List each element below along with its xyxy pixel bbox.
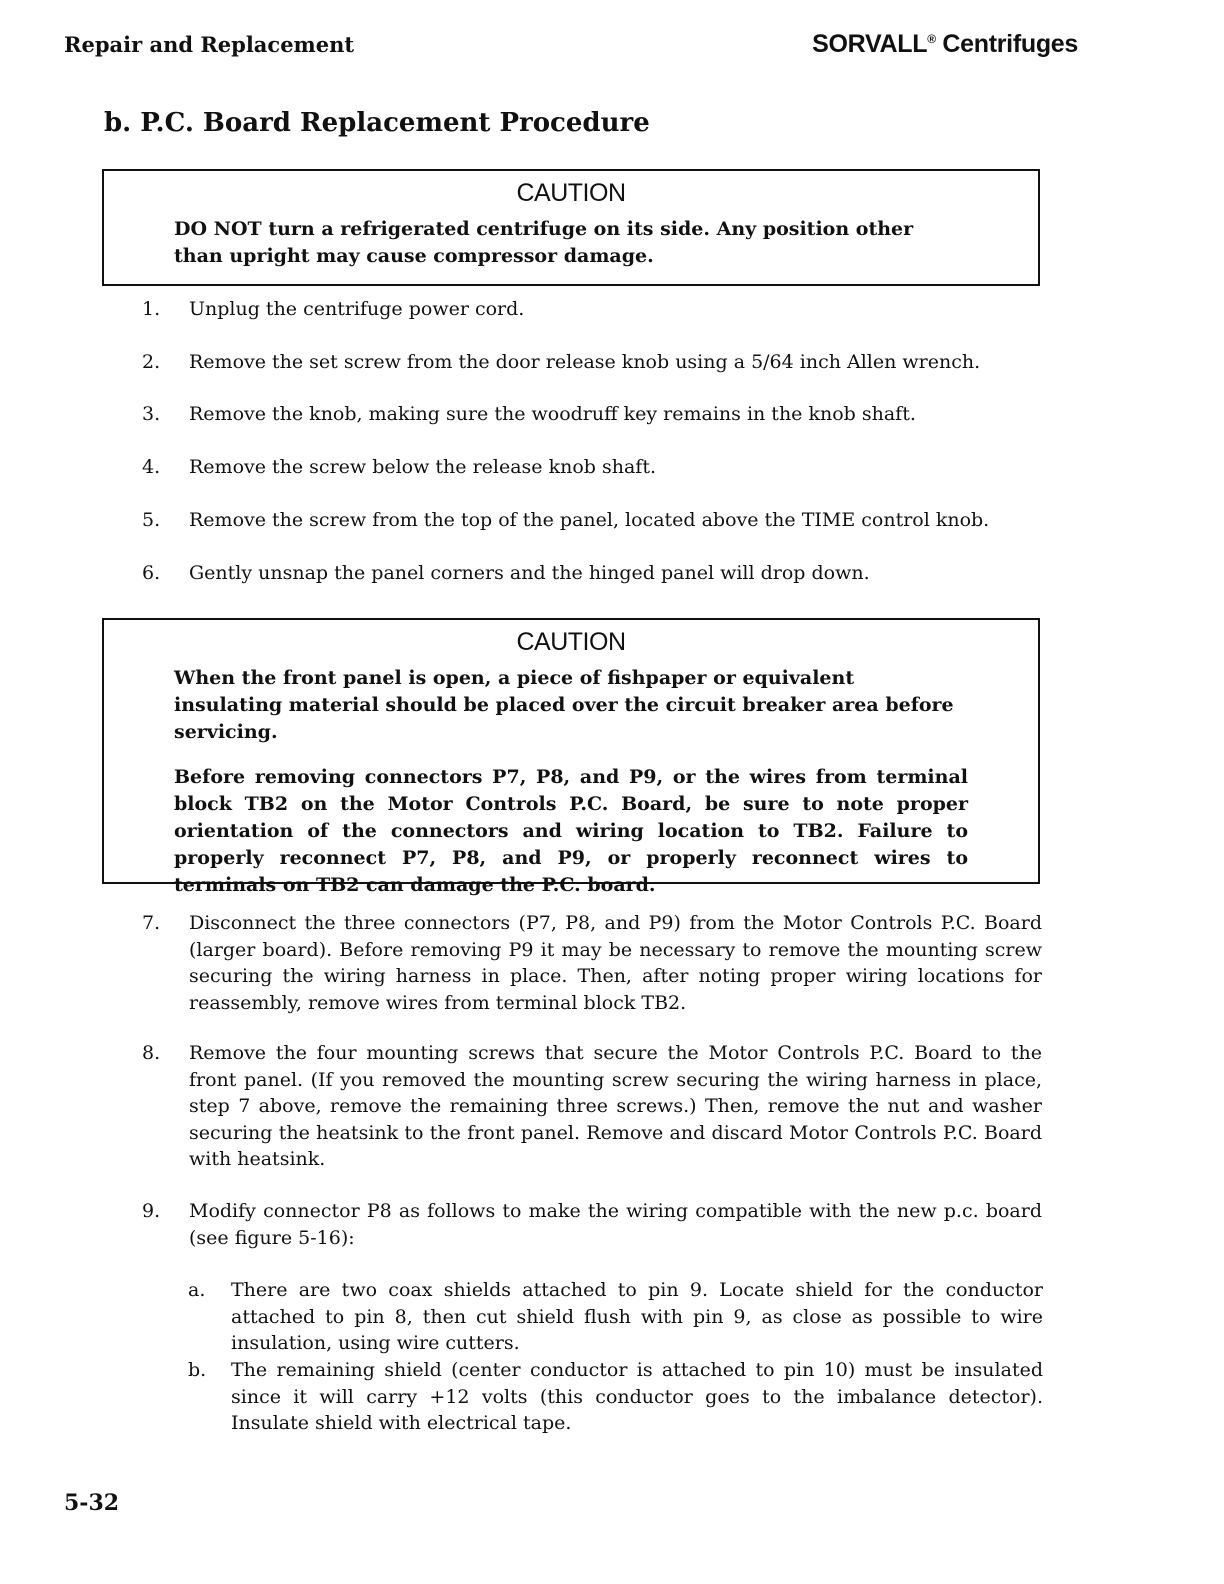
step-7 xyxy=(142,910,1042,1016)
caution-text-connectors: Before removing connectors P7, P8, and P9, or the wires from terminal block TB2 on the Motor Controls P.C. Board, be sure to note proper orientation of the connectors and wiring location to TB2. Failure to properly reconnect P7, P8, and P9, or properly reconnect wires to terminals on TB2 can damage the P.C. board. xyxy=(174,766,968,896)
step-text: Unplug the centrifuge power cord. xyxy=(189,298,525,320)
step-text: Remove the knob, making sure the woodruff key remains in the knob shaft. xyxy=(189,403,916,425)
step-text: Remove the set screw from the door release knob using a 5/64 inch Allen wrench. xyxy=(189,351,981,373)
step-8 xyxy=(142,1040,1042,1173)
step-text: Remove the screw below the release knob shaft. xyxy=(189,456,657,478)
substep-a xyxy=(188,1277,1043,1357)
step-2 xyxy=(142,349,1042,376)
substep-letter: b. xyxy=(188,1359,207,1381)
step-number: 4. xyxy=(142,456,161,478)
step-number: 8. xyxy=(142,1042,161,1064)
step-5 xyxy=(142,507,1042,534)
caution-box-1 xyxy=(102,169,1040,286)
step-number: 9. xyxy=(142,1200,161,1222)
step-9 xyxy=(142,1198,1042,1251)
running-header-product xyxy=(812,30,1078,59)
caution-text: DO NOT turn a refrigerated centrifuge on its side. Any position other than upright may cause compressor damage. xyxy=(174,218,914,267)
section-title: b. P.C. Board Replacement Procedure xyxy=(104,108,650,138)
step-text: Modify connector P8 as follows to make the wiring compatible with the new p.c. board (see figure 5-16): xyxy=(189,1200,1042,1249)
step-number: 6. xyxy=(142,562,161,584)
step-text: Remove the four mounting screws that secure the Motor Controls P.C. Board to the front panel. (If you removed the mounting screw securing the wiring harness in place, step 7 above, remove the remaining three screws.) Then, remove the nut and washer securing the heatsink to the front panel. Remove and discard Motor Controls P.C. Board with heatsink. xyxy=(189,1042,1042,1170)
substep-letter: a. xyxy=(188,1279,206,1301)
step-text: Remove the screw from the top of the panel, located above the TIME control knob. xyxy=(189,509,990,531)
step-number: 5. xyxy=(142,509,161,531)
registered-mark: ® xyxy=(927,32,936,46)
step-6 xyxy=(142,560,1042,587)
substep-b xyxy=(188,1357,1043,1437)
caution-title: CAUTION xyxy=(516,179,626,207)
substep-text: There are two coax shields attached to pin 9. Locate shield for the conductor attached to pin 8, then cut shield flush with pin 9, as close as possible to wire insulation, using wire cutters. xyxy=(231,1279,1043,1354)
step-number: 1. xyxy=(142,298,161,320)
brand-name: SORVALL xyxy=(812,30,928,58)
step-text: Disconnect the three connectors (P7, P8, and P9) from the Motor Controls P.C. Board (larger board). Before removing P9 it may be necessary to remove the mounting screw securing the wiring harness in place. Then, after noting proper wiring locations for reassembly, remove wires from terminal block TB2. xyxy=(189,912,1042,1014)
step-1 xyxy=(142,296,1042,323)
step-number: 7. xyxy=(142,912,161,934)
caution-box-2 xyxy=(102,618,1040,896)
step-3 xyxy=(142,401,1042,428)
caution-title: CAUTION xyxy=(516,628,626,656)
running-header-section: Repair and Replacement xyxy=(64,32,355,57)
step-number: 2. xyxy=(142,351,161,373)
caution-text-insulation: When the front panel is open, a piece of fishpaper or equivalent insulating material should be placed over the circuit breaker area before servicing. xyxy=(174,667,954,743)
step-number: 3. xyxy=(142,403,161,425)
page-number: 5-32 xyxy=(64,1490,120,1516)
substep-text: The remaining shield (center conductor is attached to pin 10) must be insulated since it will carry +12 volts (this conductor goes to the imbalance detector). Insulate shield with electrical tape. xyxy=(231,1359,1043,1434)
step-text: Gently unsnap the panel corners and the hinged panel will drop down. xyxy=(189,562,870,584)
product-name: Centrifuges xyxy=(935,30,1078,58)
step-4 xyxy=(142,454,1042,481)
